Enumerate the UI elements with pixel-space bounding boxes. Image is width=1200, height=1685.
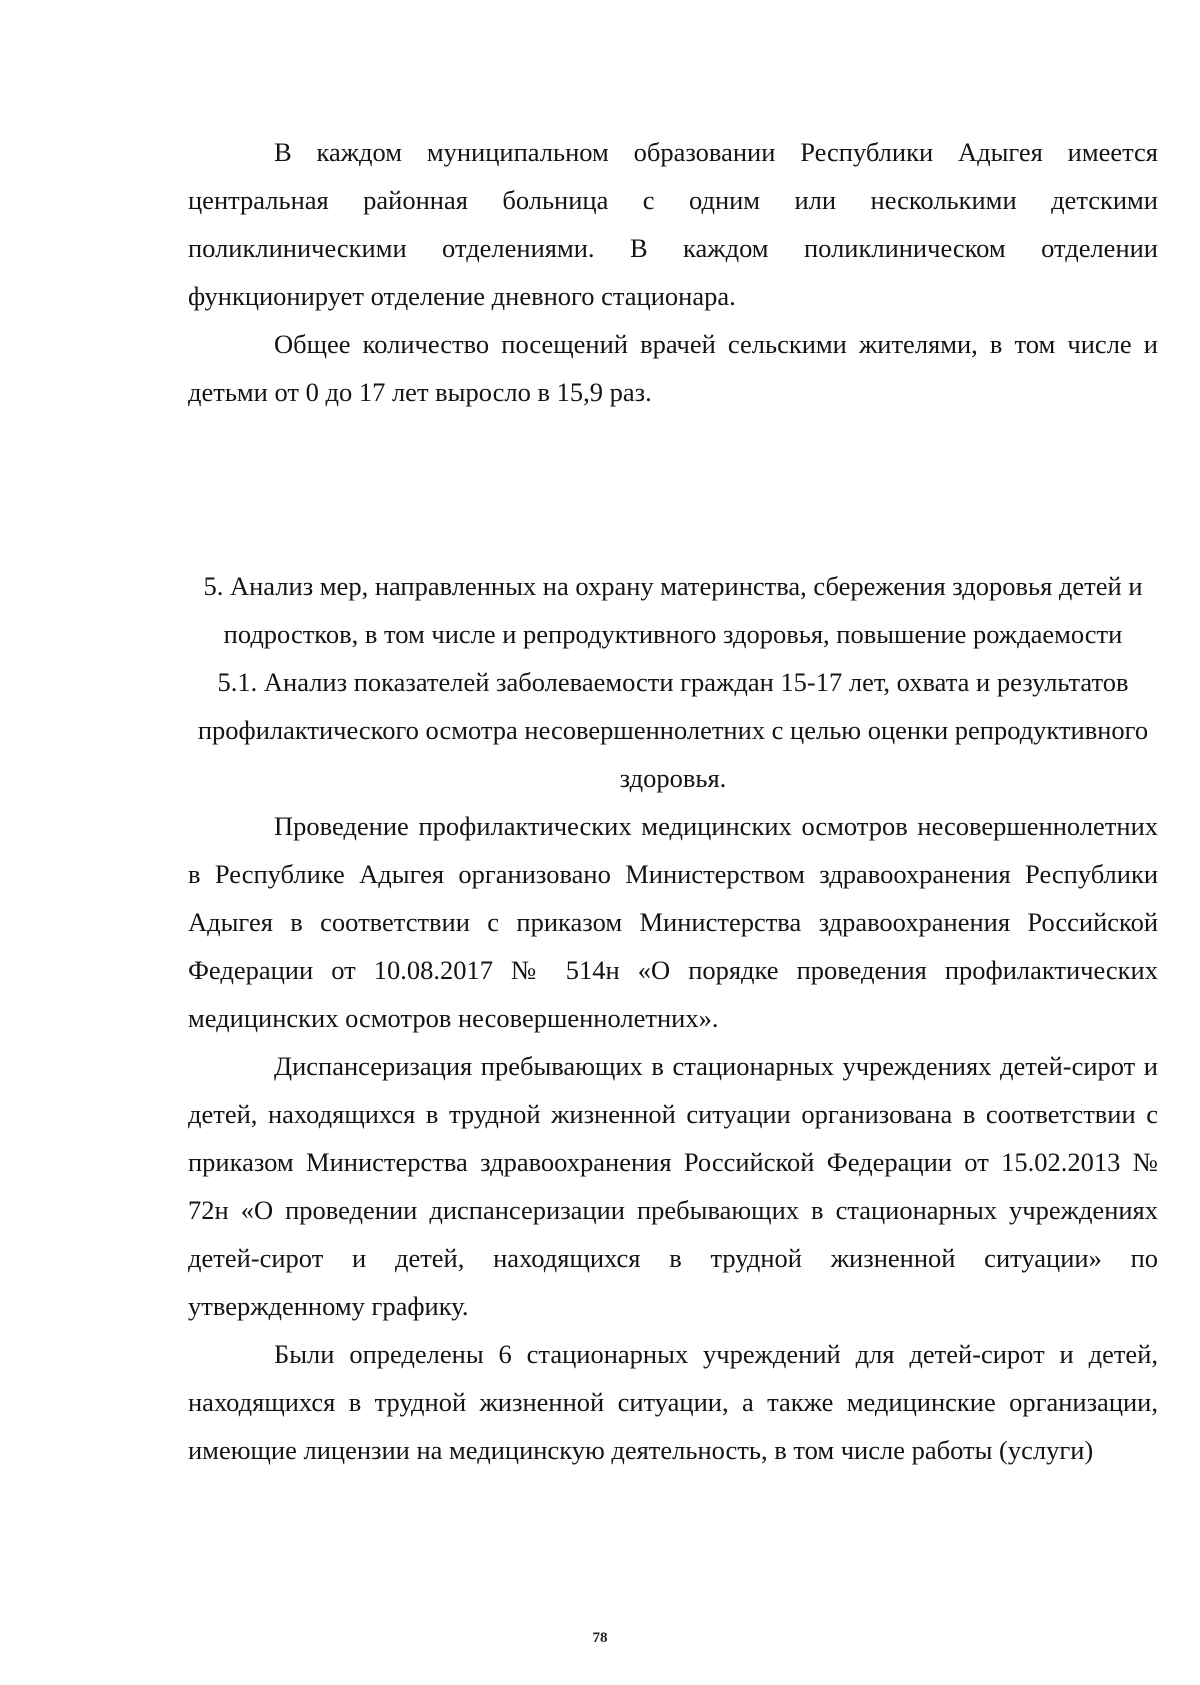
subsection-heading: 5.1. Анализ показателей заболеваемости граждан 15-17 лет, охвата и результатов профилактического осмотра несовершеннолетних с целью оценки репродуктивного здоровья. bbox=[197, 667, 1149, 793]
section-heading: 5. Анализ мер, направленных на охрану материнства, сбережения здоровья детей и подростков, в том числе и репродуктивного здоровья, повышение рождаемости bbox=[203, 571, 1143, 649]
page-number: 78 bbox=[592, 1630, 608, 1646]
paragraph-institutions: Были определены 6 стационарных учреждений для детей-сирот и детей, находящихся в трудной жизненной ситуации, а также медицинские организации, имеющие лицензии на медицинскую деятельность, в том числе работы (услуги) bbox=[188, 1339, 1158, 1465]
paragraph-orphans-dispensary: Диспансеризация пребывающих в стационарных учреждениях детей-сирот и детей, находящихся в трудной жизненной ситуации организована в соответствии с приказом Министерства здравоохранения Российской Федерации от 15.02.2013 № 72н «О проведении диспансеризации пребывающих в стационарных учреждениях детей-сирот и детей, находящихся в трудной жизненной ситуации» по утвержденному графику. bbox=[188, 1051, 1158, 1321]
paragraph-district-hospitals: В каждом муниципальном образовании Республики Адыгея имеется центральная районная больница с одним или несколькими детскими поликлиническими отделениями. В каждом поликлиническом отделении функционирует отделение дневного стационара. bbox=[188, 137, 1158, 311]
paragraph-visits-growth: Общее количество посещений врачей сельскими жителями, в том числе и детьми от 0 до 17 лет выросло в 15,9 раз. bbox=[188, 329, 1158, 407]
spacer bbox=[188, 416, 1158, 562]
page-body bbox=[188, 128, 1158, 1474]
paragraph-preventive-exams: Проведение профилактических медицинских осмотров несовершеннолетних в Республике Адыгея организовано Министерством здравоохранения Республики Адыгея в соответствии с приказом Министерства здравоохранения Российской Федерации от 10.08.2017 № 514н «О порядке проведения профилактических медицинских осмотров несовершеннолетних». bbox=[188, 811, 1158, 1033]
